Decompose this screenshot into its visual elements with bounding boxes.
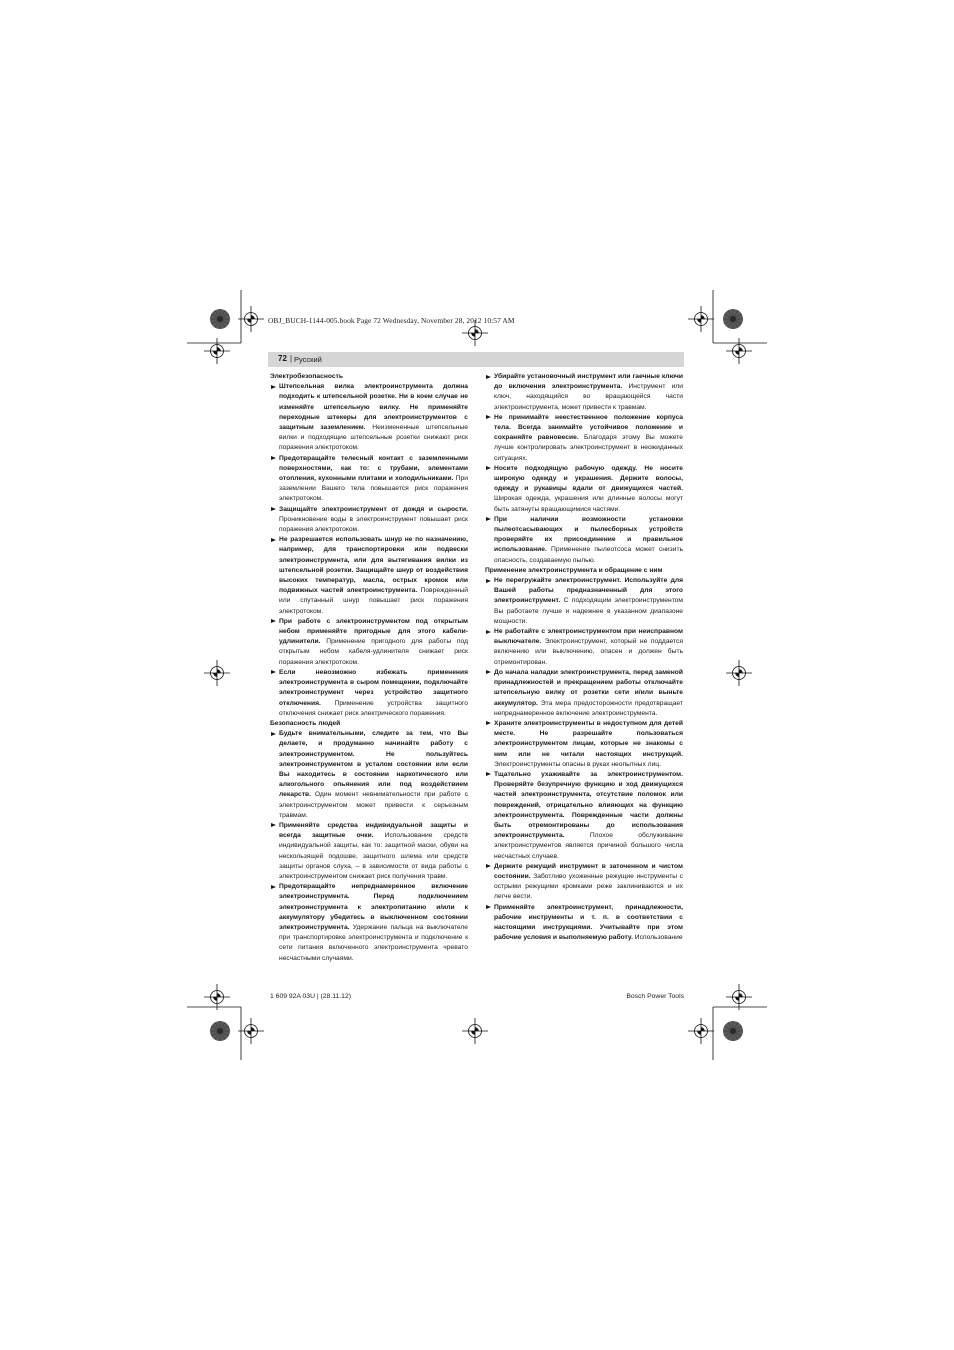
registration-mark-icon xyxy=(238,1018,264,1044)
registration-mark-icon xyxy=(204,338,230,364)
registration-mark-icon xyxy=(238,306,264,332)
page-number: 72 xyxy=(278,354,287,363)
safety-item-explanation: Проникновение воды в электроинструмент повышает риск поражения электротоком. xyxy=(279,515,468,534)
safety-item-explanation: Заботливо ухоженные режущие инструменты с острыми режущими кромками реже заклиниваются и их легче вести. xyxy=(494,872,683,901)
safety-item-explanation: Плохое обслуживание электроинструментов является причиной большого числа несчастных случаев. xyxy=(494,832,683,860)
registration-mark-icon xyxy=(726,338,752,364)
safety-item-instruction: Защищайте электроинструмент от дождя и сырости. xyxy=(279,505,468,513)
safety-item-instruction: Не принимайте неестественное положение корпуса тела. Всегда занимайте устойчивое положение и сохраняйте равновесие. xyxy=(494,413,683,442)
safety-item-explanation: Использование средств индивидуальной защиты, как то: защитной маски, обуви на нескользящей подошве, защитного шлема или средств защиты органов слуха, – в зависимости от вида работы с электроинструментом снижает риск получения травм. xyxy=(279,832,468,880)
safety-item-instruction: Применяйте средства индивидуальной защиты и всегда защитные очки. xyxy=(279,821,468,840)
safety-item-instruction: Тщательно ухаживайте за электроинструментом. Проверяйте безупречную функцию и ход движущихся частей электроинструмента, отсутствие поломок или повреждений, отрицательно влияющих на функцию электроинструмента. Поврежденные части должны быть отремонтированы до использования электроинструмента. xyxy=(494,770,683,840)
safety-item-instruction: До начала наладки электроинструмента, перед заменой принадлежностей и прекращением работы отключайте штепсельную вилку от розетки сети и/или выньте аккумулятор. xyxy=(494,668,683,707)
safety-item-instruction: Убирайте установочный инструмент или гаечные ключи до включения электроинструмента. xyxy=(494,373,683,391)
safety-item-instruction: Если невозможно избежать применения электроинструмента в сыром помещении, подключайте электроинструмент через устройство защитного отключения. xyxy=(279,668,468,707)
safety-item-explanation: Удержание пальца на выключателе при транспортировке электроинструмента и подключение к сети питания включенного электроинструмента чревато несчастными случаями. xyxy=(279,923,468,962)
registration-mark-icon xyxy=(726,984,752,1010)
section-title: Электробезопасность xyxy=(270,373,343,380)
safety-item-instruction: Применяйте электроинструмент, принадлежности, рабочие инструменты и т. п. в соответствии с настоящими инструкциями. Учитывайте при этом рабочие условия и выполняемую работу. xyxy=(494,903,683,942)
registration-mark-icon xyxy=(462,1018,488,1044)
safety-item-explanation: Эта мера предосторожности предотвращает непреднамеренное включение электроинструмента. xyxy=(494,699,683,717)
safety-item-instruction: Не работайте с электроинструментом при неисправном выключателе. xyxy=(494,628,683,646)
safety-item-explanation: Поврежденный или спутанный шнур повышает риск поражения электротоком. xyxy=(279,587,469,615)
safety-item-explanation: При заземлении Вашего тела повышается риск поражения электротоком. xyxy=(279,475,469,503)
color-disc-mark-icon xyxy=(210,1021,230,1041)
safety-item-instruction: Держите режущий инструмент в заточенном и чистом состоянии. xyxy=(494,862,683,880)
registration-mark-icon xyxy=(204,660,230,686)
section-title: Применение электроинструмента и обращение с ним xyxy=(485,566,663,574)
color-disc-mark-icon xyxy=(723,1021,743,1041)
safety-item-explanation: Один момент невнимательности при работе с электроинструментом может привести к серьезным травмам. xyxy=(279,791,468,819)
safety-item-instruction: Штепсельная вилка электроинструмента должна подходить к штепсельной розетке. Ни в коем случае не изменяйте штепсельную вилку. Не применяйте переходные штекеры для электроинструментов с защитным заземлением. xyxy=(279,383,468,432)
safety-item-explanation: Использование xyxy=(632,934,683,942)
footer-brand: Bosch Power Tools xyxy=(626,993,684,1000)
registration-mark-icon xyxy=(726,660,752,686)
safety-item-instruction: Храните электроинструменты в недоступном для детей месте. Не разрешайте пользоваться электроинструментом лицам, которые не знакомы с ним или не читали настоящих инструкций. xyxy=(494,719,683,758)
safety-item-explanation: Применение пригодного для работы под открытым небом кабеля-удлинителя снижает риск поражения электротоком. xyxy=(279,638,468,666)
safety-item-explanation: Применение устройства защитного отключения снижает риск электрического поражения. xyxy=(279,699,468,717)
color-disc-mark-icon xyxy=(723,309,743,329)
registration-mark-icon xyxy=(462,320,488,346)
safety-item-explanation: Электроинструменты опасны в руках неопытных лиц. xyxy=(494,760,661,768)
safety-item-instruction: Не перегружайте электроинструмент. Используйте для Вашей работы предназначенный для этого электроинструмент. xyxy=(494,577,683,605)
safety-item-instruction: Носите подходящую рабочую одежду. Не носите широкую одежду и украшения. Держите волосы, одежду и рукавицы вдали от движущихся частей. xyxy=(494,464,683,493)
header-language: Русский xyxy=(294,354,322,364)
color-disc-mark-icon xyxy=(210,309,230,329)
safety-item-explanation: С подходящим электроинструментом Вы работаете лучше и надежнее в указанном диапазоне мощности. xyxy=(494,597,683,625)
registration-mark-icon xyxy=(688,1018,714,1044)
safety-item-explanation: Неизмененные штепсельные вилки и подходящие штепсельные розетки снижают риск поражения электротоком. xyxy=(279,424,468,452)
file-info: OBJ_BUCH-1144-005.book Page 72 Wednesday, November 28, 2012 10:57 AM xyxy=(268,316,515,325)
safety-item-explanation: Благодаря этому Вы можете лучше контролировать электроинструмент в неожиданных ситуациях. xyxy=(494,434,684,462)
footer-code: 1 609 92A 03U | (28.11.12) xyxy=(270,993,351,1000)
safety-item-explanation: Электроинструмент, который не поддается включению или выключению, опасен и должен быть отремонтирован. xyxy=(494,638,683,666)
safety-item-explanation: Применение пылеотсоса может снизить опасность, создаваемую пылью. xyxy=(494,546,683,564)
registration-mark-icon xyxy=(688,306,714,332)
safety-item-instruction: Предотвращайте непреднамеренное включение электроинструмента. Перед подключением электроинструмента к электропитанию и/или к аккумулятору убедитесь в выключенном состоянии электроинструмента. xyxy=(279,883,468,931)
registration-mark-icon xyxy=(204,984,230,1010)
safety-item-instruction: При работе с электроинструментом под открытым небом применяйте пригодные для этого кабели-удлинители. xyxy=(279,617,468,646)
safety-item-explanation: Инструмент или ключ, находящийся во вращающейся части электроинструмента, может привести к травмам. xyxy=(494,383,683,411)
safety-item-instruction: Предотвращайте телесный контакт с заземленными поверхностями, как то: с трубами, элементами отопления, кухонными плитами и холодильниками. xyxy=(279,454,468,483)
safety-item-instruction: Будьте внимательными, следите за тем, что Вы делаете, и продуманно начинайте работу с электроинструментом. Не пользуйтесь электроинструментом в усталом состоянии или если Вы находитесь в состоянии наркотического или алкогольного опьянения или под воздействием лекарств. xyxy=(279,730,468,799)
safety-item-explanation: Широкая одежда, украшения или длинные волосы могут быть затянуты вращающимися частями. xyxy=(494,495,683,513)
safety-item-instruction: Не разрешается использовать шнур не по назначению, например, для транспортировки или подвески электроинструмента, или для вытягивания вилки из штепсельной розетки. Защищайте шнур от воздействия высоких температур, масла, острых кромок или подвижных частей электроинструмента. xyxy=(279,536,468,595)
safety-item-instruction: При наличии возможности установки пылеотсасывающих и пылесборных устройств проверяйте их присоединение и правильное использование. xyxy=(494,515,683,554)
header-separator: | xyxy=(290,354,293,363)
section-title: Безопасность людей xyxy=(270,719,341,727)
